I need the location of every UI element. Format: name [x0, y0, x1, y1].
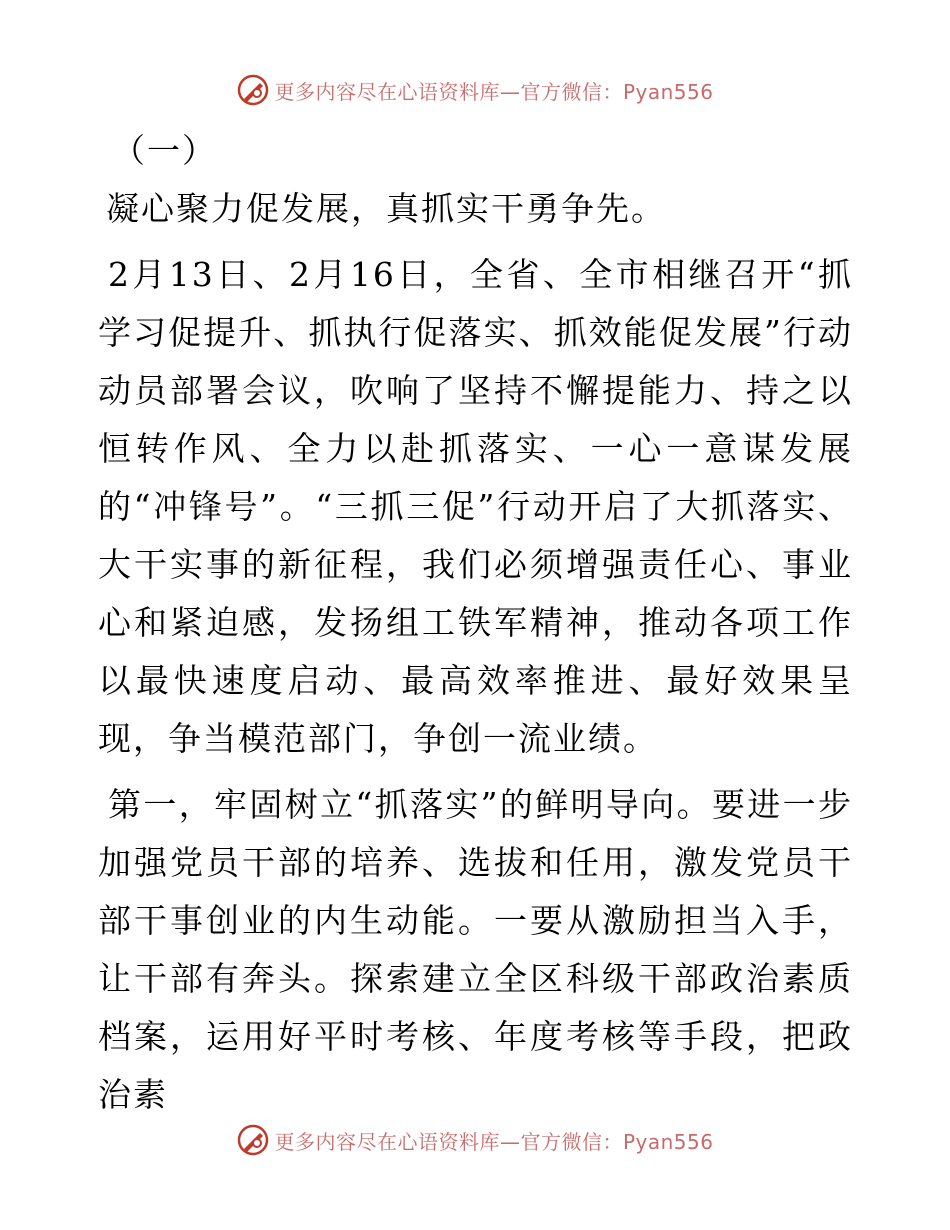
paragraph: 2月13日、2月16日，全省、全市相继召开“抓学习促提升、抓执行促落实、抓效能促发展”行动动员部署会议，吹响了坚持不懈提能力、持之以恒转作风、全力以赴抓落实、一心一意谋发展的“冲锋号”。“三抓三促”行动开启了大抓落实、大干实事的新征程，我们必须增强责任心、事业心和紧迫感，发扬组工铁军精神，推动各项工作以最快速度启动、最高效率推进、最好效果呈现，争当模范部门，争创一流业绩。: [98, 255, 853, 758]
pen-seal-icon: [236, 73, 270, 107]
banner-text: 更多内容尽在心语资料库—官方微信：Pyan556: [274, 79, 714, 104]
footer-banner: [0, 1120, 950, 1160]
pen-seal-icon: [236, 1123, 270, 1157]
section-number: （一）: [112, 131, 217, 170]
header-banner: [0, 70, 950, 110]
document-body: [98, 120, 853, 1124]
section-title: 凝心聚力促发展，真抓实干勇争先。: [106, 189, 666, 228]
paragraph: 第一，牢固树立“抓落实”的鲜明导向。要进一步加强党员干部的培养、选拔和任用，激发党员干部干事创业的内生动能。一要从激励担当入手，让干部有奔头。探索建立全区科级干部政治素质档案，运用好平时考核、年度考核等手段，把政治素: [98, 785, 853, 1114]
banner-text: 更多内容尽在心语资料库—官方微信：Pyan556: [274, 1129, 714, 1154]
